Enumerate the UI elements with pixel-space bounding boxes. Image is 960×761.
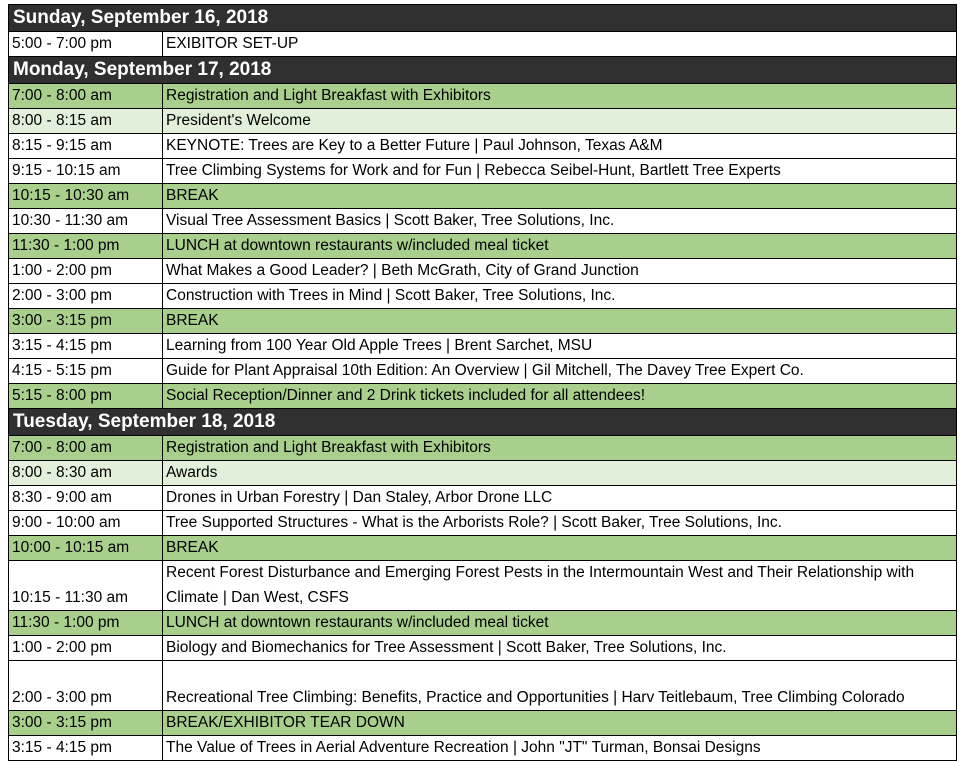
- schedule-row: [9, 511, 957, 536]
- schedule-row: [9, 32, 957, 57]
- session-title: LUNCH at downtown restaurants w/included meal ticket: [163, 234, 957, 259]
- session-title: EXIBITOR SET-UP: [163, 32, 957, 57]
- session-title: Drones in Urban Forestry | Dan Staley, Arbor Drone LLC: [163, 486, 957, 511]
- session-time: 11:30 - 1:00 pm: [9, 234, 163, 259]
- session-title: Learning from 100 Year Old Apple Trees | Brent Sarchet, MSU: [163, 334, 957, 359]
- schedule-row: [9, 259, 957, 284]
- session-time: 4:15 - 5:15 pm: [9, 359, 163, 384]
- schedule-body: [9, 5, 957, 761]
- schedule-row: [9, 561, 957, 611]
- session-title: President's Welcome: [163, 109, 957, 134]
- schedule-row: [9, 184, 957, 209]
- session-title: Guide for Plant Appraisal 10th Edition: An Overview | Gil Mitchell, The Davey Tree Expert Co.: [163, 359, 957, 384]
- session-time: 8:15 - 9:15 am: [9, 134, 163, 159]
- session-time: 1:00 - 2:00 pm: [9, 636, 163, 661]
- session-time: 2:00 - 3:00 pm: [9, 661, 163, 711]
- day-title: Sunday, September 16, 2018: [9, 5, 957, 32]
- session-time: 8:30 - 9:00 am: [9, 486, 163, 511]
- schedule-row: [9, 636, 957, 661]
- session-time: 8:00 - 8:15 am: [9, 109, 163, 134]
- session-time: 5:00 - 7:00 pm: [9, 32, 163, 57]
- session-title: Recreational Tree Climbing: Benefits, Practice and Opportunities | Harv Teitlebaum, Tree Climbing Colorado: [163, 661, 957, 711]
- schedule-row: [9, 359, 957, 384]
- session-time: 7:00 - 8:00 am: [9, 84, 163, 109]
- session-title: Registration and Light Breakfast with Exhibitors: [163, 436, 957, 461]
- session-title: Social Reception/Dinner and 2 Drink tickets included for all attendees!: [163, 384, 957, 409]
- session-title: Biology and Biomechanics for Tree Assessment | Scott Baker, Tree Solutions, Inc.: [163, 636, 957, 661]
- session-time: 8:00 - 8:30 am: [9, 461, 163, 486]
- session-time: 2:00 - 3:00 pm: [9, 284, 163, 309]
- schedule-row: [9, 736, 957, 761]
- session-title: BREAK: [163, 309, 957, 334]
- session-title: BREAK: [163, 184, 957, 209]
- day-header-row: [9, 57, 957, 84]
- session-title: Recent Forest Disturbance and Emerging Forest Pests in the Intermountain West and Their Relationship with Climate | Dan West, CSFS: [163, 561, 957, 611]
- schedule-row: [9, 159, 957, 184]
- session-time: 3:15 - 4:15 pm: [9, 736, 163, 761]
- schedule-row: [9, 334, 957, 359]
- session-time: 9:00 - 10:00 am: [9, 511, 163, 536]
- schedule-row: [9, 661, 957, 711]
- session-title: Construction with Trees in Mind | Scott Baker, Tree Solutions, Inc.: [163, 284, 957, 309]
- schedule-row: [9, 284, 957, 309]
- session-title: Awards: [163, 461, 957, 486]
- schedule-row: [9, 309, 957, 334]
- session-title: BREAK/EXHIBITOR TEAR DOWN: [163, 711, 957, 736]
- session-title: Tree Climbing Systems for Work and for Fun | Rebecca Seibel-Hunt, Bartlett Tree Experts: [163, 159, 957, 184]
- schedule-row: [9, 486, 957, 511]
- session-time: 7:00 - 8:00 am: [9, 436, 163, 461]
- session-title: Tree Supported Structures - What is the Arborists Role? | Scott Baker, Tree Solutions, Inc.: [163, 511, 957, 536]
- session-title: What Makes a Good Leader? | Beth McGrath, City of Grand Junction: [163, 259, 957, 284]
- session-time: 10:15 - 11:30 am: [9, 561, 163, 611]
- session-time: 1:00 - 2:00 pm: [9, 259, 163, 284]
- session-title: The Value of Trees in Aerial Adventure Recreation | John "JT" Turman, Bonsai Designs: [163, 736, 957, 761]
- session-title: Visual Tree Assessment Basics | Scott Baker, Tree Solutions, Inc.: [163, 209, 957, 234]
- schedule-row: [9, 611, 957, 636]
- session-title: KEYNOTE: Trees are Key to a Better Future | Paul Johnson, Texas A&M: [163, 134, 957, 159]
- session-time: 9:15 - 10:15 am: [9, 159, 163, 184]
- session-time: 5:15 - 8:00 pm: [9, 384, 163, 409]
- session-time: 10:00 - 10:15 am: [9, 536, 163, 561]
- schedule-row: [9, 134, 957, 159]
- session-time: 10:30 - 11:30 am: [9, 209, 163, 234]
- session-title: BREAK: [163, 536, 957, 561]
- day-header-row: [9, 409, 957, 436]
- session-time: 3:00 - 3:15 pm: [9, 711, 163, 736]
- schedule-row: [9, 234, 957, 259]
- conference-schedule-table: [8, 4, 957, 761]
- schedule-row: [9, 84, 957, 109]
- schedule-row: [9, 536, 957, 561]
- session-time: 3:15 - 4:15 pm: [9, 334, 163, 359]
- session-time: 11:30 - 1:00 pm: [9, 611, 163, 636]
- day-title: Monday, September 17, 2018: [9, 57, 957, 84]
- day-header-row: [9, 5, 957, 32]
- schedule-row: [9, 209, 957, 234]
- schedule-row: [9, 109, 957, 134]
- schedule-row: [9, 461, 957, 486]
- schedule-row: [9, 711, 957, 736]
- session-title: LUNCH at downtown restaurants w/included meal ticket: [163, 611, 957, 636]
- schedule-row: [9, 384, 957, 409]
- day-title: Tuesday, September 18, 2018: [9, 409, 957, 436]
- session-time: 10:15 - 10:30 am: [9, 184, 163, 209]
- session-time: 3:00 - 3:15 pm: [9, 309, 163, 334]
- session-title: Registration and Light Breakfast with Exhibitors: [163, 84, 957, 109]
- schedule-row: [9, 436, 957, 461]
